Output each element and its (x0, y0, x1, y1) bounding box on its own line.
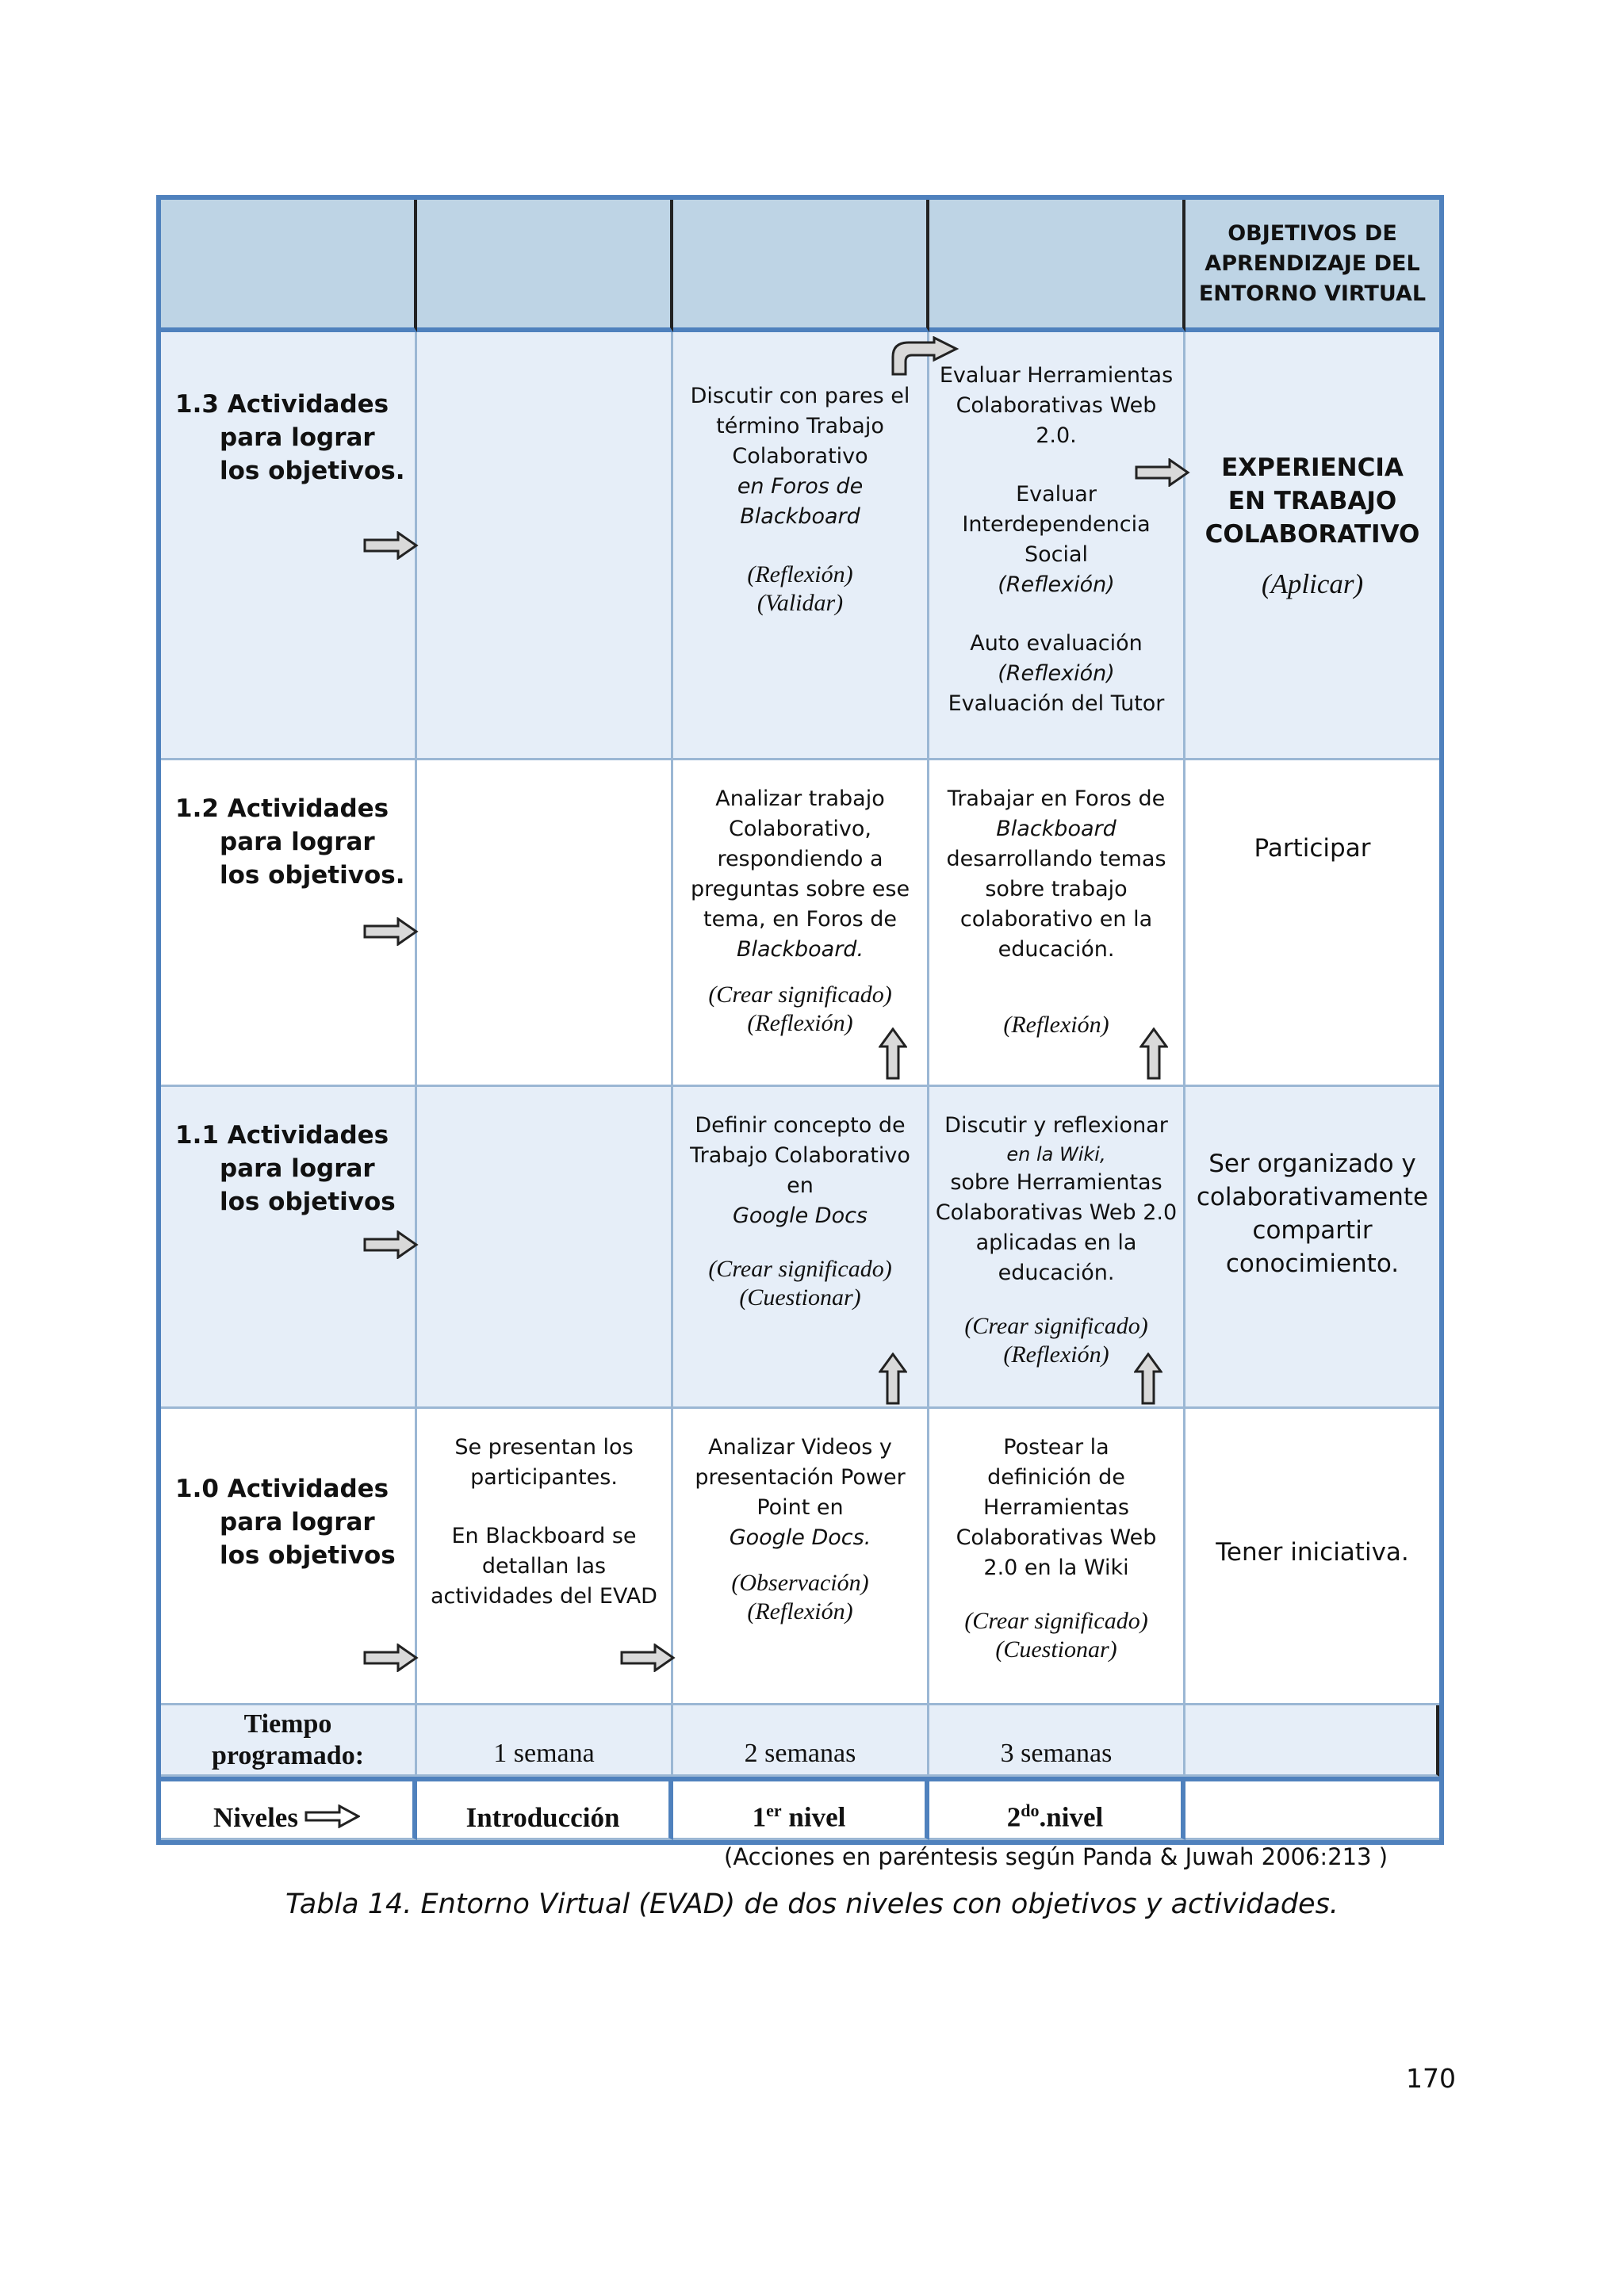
row-label-line: 1.1 Actividades (175, 1121, 389, 1150)
cell-text: Trabajar en Foros de (947, 786, 1166, 811)
cell-text: Blackboard (740, 504, 860, 529)
row-label-line: 1.0 Actividades (175, 1475, 389, 1503)
cell-text: Interdependencia (962, 512, 1151, 537)
objective-text: compartir (1252, 1216, 1373, 1245)
tiempo-label-line: programado: (211, 1740, 365, 1770)
cell-text: sobre trabajo (985, 877, 1128, 901)
tiempo-n1 (673, 1705, 929, 1777)
row-1-1-objective (1185, 1087, 1439, 1409)
up-arrow-icon (879, 1027, 907, 1080)
objective-text: Participar (1254, 834, 1371, 863)
row-1-0-n2 (929, 1409, 1185, 1705)
right-arrow-icon (304, 1804, 360, 1828)
niveles-intro (417, 1777, 673, 1840)
row-label-line: los objetivos (220, 1188, 396, 1216)
action-text: (Reflexión) (998, 572, 1115, 597)
cell-text: colaborativo en la (959, 907, 1153, 932)
nivel-number: 1 (752, 1802, 767, 1833)
header-cell-intro (417, 200, 673, 332)
row-label-line: para lograr (220, 828, 375, 856)
action-text: (Crear significado) (964, 1313, 1148, 1339)
cell-text: Analizar Videos y (708, 1435, 892, 1460)
cell-text: en la Wiki, (1006, 1143, 1106, 1165)
niveles-value (1007, 1796, 1103, 1833)
objective-text: colaborativamente (1196, 1183, 1429, 1211)
cell-text: Google Docs. (729, 1525, 871, 1550)
niveles-empty (1185, 1777, 1439, 1840)
action-text: (Cuestionar) (995, 1636, 1117, 1663)
tiempo-label-line: Tiempo (243, 1709, 332, 1739)
objective-text: COLABORATIVO (1205, 520, 1420, 549)
row-label-line: para lograr (220, 1154, 375, 1183)
cell-text: aplicadas en la (975, 1230, 1137, 1255)
source-note: (Acciones en paréntesis según Panda & Juwah 2006:213 ) (724, 1843, 1388, 1870)
cell-text: 2.0 en la Wiki (983, 1556, 1129, 1580)
action-text: (Reflexión) (747, 1598, 853, 1624)
header-cell-label (161, 200, 417, 332)
cell-text: definición de (987, 1465, 1125, 1490)
action-text: (Crear significado) (964, 1608, 1148, 1634)
nivel-sup: do (1021, 1800, 1040, 1821)
up-arrow-icon (1134, 1353, 1162, 1405)
cell-text: Herramientas (983, 1495, 1129, 1520)
right-arrow-icon (1135, 458, 1190, 487)
action-text: (Crear significado) (708, 982, 892, 1008)
header-cell-n1 (673, 200, 929, 332)
niveles-n2 (929, 1777, 1185, 1840)
action-text: (Reflexión) (1003, 1341, 1109, 1368)
niveles-value (753, 1796, 846, 1833)
cell-text: Discutir y reflexionar (944, 1113, 1168, 1138)
right-arrow-icon (363, 1644, 419, 1672)
objective-text: Tener iniciativa. (1216, 1538, 1409, 1567)
cell-text: educación. (998, 1261, 1115, 1285)
objective-text: EXPERIENCIA (1221, 453, 1404, 482)
tiempo-empty (1185, 1705, 1439, 1777)
cell-text: tema, en Foros de (703, 907, 898, 932)
row-label-line: los objetivos. (220, 457, 405, 485)
cell-text: Colaborativas Web 2.0 (935, 1200, 1178, 1225)
niveles-label (161, 1777, 417, 1840)
row-label-line: 1.3 Actividades (175, 390, 389, 419)
objective-action: (Aplicar) (1261, 568, 1364, 599)
cell-text: presentación Power (695, 1465, 906, 1490)
up-arrow-icon (879, 1353, 907, 1405)
right-arrow-icon (620, 1644, 676, 1672)
objective-text: EN TRABAJO (1228, 487, 1397, 515)
cell-text: Auto evaluación (970, 631, 1143, 656)
niveles-value: Introducción (465, 1802, 620, 1833)
cell-text: Colaborativas Web (956, 393, 1157, 418)
cell-text: Evaluación del Tutor (948, 691, 1165, 716)
tiempo-intro (417, 1705, 673, 1777)
nivel-text: .nivel (1039, 1802, 1104, 1833)
cell-text: preguntas sobre ese (690, 877, 910, 901)
objective-text: conocimiento. (1225, 1249, 1400, 1278)
right-arrow-icon (363, 531, 419, 560)
cell-text: Point en (756, 1495, 844, 1520)
cell-text: en Foros de (737, 474, 864, 499)
cell-text: En Blackboard se (451, 1524, 637, 1548)
row-1-2-objective (1185, 760, 1439, 1087)
row-label-line: para lograr (220, 1508, 375, 1536)
page-number: 170 (1406, 2063, 1456, 2094)
action-text: (Reflexión) (998, 661, 1115, 686)
row-1-0-objective (1185, 1409, 1439, 1705)
nivel-text: nivel (781, 1802, 846, 1833)
header-cell-n2 (929, 200, 1185, 332)
cell-text: Blackboard (996, 817, 1116, 841)
curved-arrow-icon (888, 336, 959, 376)
right-arrow-icon (363, 917, 419, 946)
cell-text: actividades del EVAD (431, 1584, 657, 1609)
cell-text: Social (1024, 542, 1089, 567)
cell-text: participantes. (470, 1465, 618, 1490)
cell-text: 2.0. (1036, 423, 1077, 448)
cell-text: Analizar trabajo (715, 786, 885, 811)
cell-text: Discutir con pares el (690, 384, 910, 408)
niveles-n1 (673, 1777, 929, 1840)
row-1-2-intro (417, 760, 673, 1087)
cell-text: Google Docs (732, 1203, 868, 1228)
row-label-line: los objetivos (220, 1541, 396, 1570)
cell-text: en (787, 1173, 814, 1198)
tiempo-value: 2 semanas (744, 1739, 856, 1768)
row-1-0-n1 (673, 1409, 929, 1705)
tiempo-value: 1 semana (493, 1739, 595, 1768)
row-1-3-n1 (673, 332, 929, 760)
row-1-3-objective (1185, 332, 1439, 760)
action-text: (Cuestionar) (739, 1284, 861, 1311)
cell-text: respondiendo a (717, 847, 883, 871)
header-objectives-line: OBJETIVOS DE (1228, 220, 1397, 246)
objective-text: Ser organizado y (1208, 1150, 1416, 1178)
row-label-line: 1.2 Actividades (175, 794, 389, 823)
action-text: (Observación) (731, 1570, 869, 1596)
cell-text: Se presentan los (454, 1435, 634, 1460)
tiempo-value: 3 semanas (1000, 1739, 1113, 1768)
cell-text: detallan las (481, 1554, 607, 1578)
row-1-3-intro (417, 332, 673, 760)
niveles-label-text: Niveles (213, 1802, 298, 1833)
cell-text: Trabajo Colaborativo (690, 1143, 910, 1168)
cell-text: Evaluar (1016, 482, 1097, 507)
header-objectives-line: ENTORNO VIRTUAL (1198, 281, 1427, 306)
action-text: (Reflexión) (747, 1010, 853, 1036)
header-objectives-line: APRENDIZAJE DEL (1205, 251, 1420, 276)
row-1-3-n2 (929, 332, 1185, 760)
cell-text: desarrollando temas (946, 847, 1166, 871)
row-label-line: para lograr (220, 423, 375, 452)
cell-text: término Trabajo (716, 414, 884, 438)
nivel-sup: er (766, 1800, 782, 1821)
tiempo-n2 (929, 1705, 1185, 1777)
cell-text: Definir concepto de (695, 1113, 906, 1138)
action-text: (Reflexión) (1003, 1012, 1109, 1038)
cell-text: Colaborativas Web (956, 1525, 1157, 1550)
action-text: (Validar) (756, 590, 844, 616)
action-text: (Crear significado) (708, 1256, 892, 1282)
cell-text: educación. (998, 937, 1115, 962)
row-label-line: los objetivos. (220, 861, 405, 890)
nivel-number: 2 (1006, 1802, 1021, 1833)
evad-table (156, 195, 1444, 1845)
header-objectives (1185, 200, 1439, 332)
cell-text: Evaluar Herramientas (939, 363, 1174, 388)
cell-text: Colaborativo, (729, 817, 871, 841)
up-arrow-icon (1139, 1027, 1168, 1080)
row-1-1-intro (417, 1087, 673, 1409)
cell-text: sobre Herramientas (950, 1170, 1162, 1195)
cell-text: Blackboard. (736, 937, 864, 962)
right-arrow-icon (363, 1230, 419, 1259)
cell-text: Postear la (1003, 1435, 1109, 1460)
tiempo-label (161, 1705, 417, 1777)
cell-text: Colaborativo (732, 444, 868, 469)
table-caption: Tabla 14. Entorno Virtual (EVAD) de dos niveles con objetivos y actividades. (285, 1888, 1339, 1920)
action-text: (Reflexión) (747, 561, 853, 587)
